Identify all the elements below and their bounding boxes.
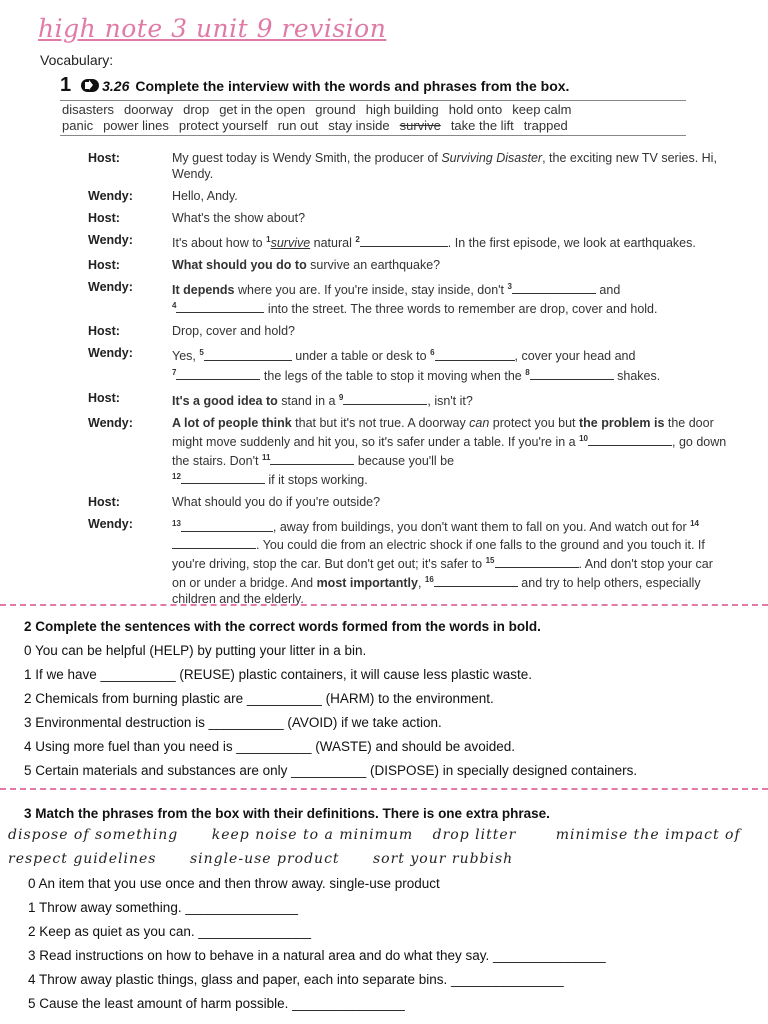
dialog-line — [88, 390, 728, 409]
speaker: Host: — [88, 258, 120, 273]
speaker: Wendy: — [88, 233, 133, 247]
speaker: Wendy: — [88, 415, 133, 430]
word-item: trapped — [523, 118, 568, 133]
speaker: Host: — [88, 151, 120, 165]
word-item: keep calm — [512, 102, 572, 117]
interview-dialog — [88, 150, 728, 613]
dialog-line — [88, 415, 728, 488]
phrase-item: keep noise to a minimum — [211, 827, 414, 843]
definition-item: 0 An item that you use once and then throw away. single-use product — [28, 876, 440, 891]
phrase-item: sort your rubbish — [373, 851, 514, 867]
page-title: high note 3 unit 9 revision — [38, 14, 387, 43]
answer-blank[interactable] — [435, 348, 515, 361]
exercise-1-instruction: Complete the interview with the words and phrases from the box. — [135, 77, 570, 94]
dialog-text: What should you do to survive an earthquake? — [172, 258, 441, 273]
dialog-text: What should you do if you're outside? — [172, 495, 381, 510]
sentence-item: 0 You can be helpful (HELP) by putting your litter in a bin. — [24, 643, 367, 658]
speaker: Host: — [88, 324, 120, 339]
exercise-2 — [24, 618, 764, 786]
word-item-used: survive — [399, 118, 441, 133]
exercise-1-heading — [60, 74, 569, 97]
dialog-line — [88, 150, 728, 182]
dialog-line — [88, 494, 728, 510]
speaker: Wendy: — [88, 346, 133, 361]
word-item: protect yourself — [178, 118, 268, 133]
dialog-text: Drop, cover and hold? — [172, 324, 295, 339]
phrase-item: minimise the impact of — [555, 827, 741, 843]
word-item: hold onto — [448, 102, 503, 117]
definition-list — [28, 875, 606, 1019]
answer-blank[interactable] — [360, 234, 448, 247]
answer-blank[interactable] — [204, 348, 292, 361]
answer-blank[interactable] — [176, 300, 264, 313]
word-item: drop — [183, 102, 210, 117]
sentence-item[interactable]: 3 Environmental destruction is __________ (AVOID) if we take action. — [24, 715, 442, 730]
speaker: Wendy: — [88, 280, 133, 295]
phrase-item: single-use product — [189, 851, 340, 867]
example-answer: survive — [270, 236, 311, 251]
dialog-line — [88, 345, 728, 383]
dialog-line — [88, 188, 728, 204]
vocabulary-label: Vocabulary: — [40, 52, 114, 68]
dialog-text: It depends where you are. If you're inside, stay inside, don't $^3$ and $^4$ into the street. The three words to remember are drop, cover and hold. — [172, 282, 658, 317]
definition-item[interactable]: 1 Throw away something. _______________ — [28, 900, 298, 915]
answer-blank[interactable] — [181, 519, 273, 532]
dialog-text: Yes, $^5$ under a table or desk to $^6$ , cover your head and $^7$ the legs of the table to stop it moving when the $^8$ shakes. — [172, 348, 661, 383]
answer-blank[interactable] — [176, 367, 260, 380]
exercise-2-instruction: 2 Complete the sentences with the correct words formed from the words in bold. — [24, 619, 541, 634]
dialog-line — [88, 516, 728, 606]
phrase-item: respect guidelines — [8, 851, 157, 867]
phrase-box-row-1 — [8, 827, 741, 843]
definition-item[interactable]: 4 Throw away plastic things, glass and paper, each into separate bins. _______________ — [28, 972, 564, 987]
exercise-3 — [8, 805, 764, 1011]
answer-blank[interactable] — [588, 433, 672, 446]
phrase-item: drop litter — [432, 827, 517, 843]
definition-item[interactable]: 5 Cause the least amount of harm possible. _______________ — [28, 996, 405, 1011]
word-box — [60, 100, 686, 136]
sentence-item[interactable]: 5 Certain materials and substances are only __________ (DISPOSE) in specially designed containers. — [24, 763, 638, 778]
answer-blank[interactable] — [270, 452, 354, 465]
section-divider — [0, 604, 768, 606]
speaker: Host: — [88, 211, 120, 225]
dialog-text: It's about how to $^1$survive natural $^2$ . In the first episode, we look at earthquakes. — [172, 235, 696, 251]
sentence-item[interactable]: 2 Chemicals from burning plastic are __________ (HARM) to the environment. — [24, 691, 494, 706]
word-box-row-2 — [60, 118, 686, 134]
speaker: Wendy: — [88, 189, 133, 203]
answer-blank[interactable] — [530, 367, 614, 380]
word-item: run out — [277, 118, 319, 133]
phrase-item: dispose of something — [8, 827, 179, 843]
speaker: Host: — [88, 390, 120, 405]
dialog-line — [88, 279, 728, 317]
dialog-text: A lot of people think that but it's not true. A doorway can protect you but the problem is the door might move suddenly and hit you, so it's safer under a table. If you're in a $^{10}$ , go down the stairs. Don't $^{11}$ because you'll be $^{12}$ if it stops working. — [172, 415, 727, 488]
dialog-text: What's the show about? — [172, 211, 306, 225]
answer-blank[interactable] — [512, 281, 596, 294]
dialog-line — [88, 257, 728, 273]
answer-blank[interactable] — [434, 574, 518, 587]
answer-blank[interactable] — [172, 536, 256, 549]
word-item: high building — [365, 102, 439, 117]
exercise-number: 1 — [60, 74, 72, 96]
phrase-box-row-2 — [8, 851, 513, 867]
speaker: Host: — [88, 495, 120, 510]
dialog-text: $^{13}$ , away from buildings, you don't want them to fall on you. And watch out for $^{14}$. You could die from an electric shock if one falls to the ground and you touch it. If you're driving, stop the car. But don't get out; it's safer to $^{15}$ . And don't stop your car on or under a bridge. And most importantly, $^{16}$ and try to help others, especially children and the elderly. — [172, 519, 713, 606]
audio-icon[interactable] — [81, 79, 99, 92]
dialog-line — [88, 232, 728, 251]
dialog-line — [88, 210, 728, 226]
exercise-3-instruction: 3 Match the phrases from the box with their definitions. There is one extra phrase. — [24, 806, 550, 821]
sentence-item[interactable]: 4 Using more fuel than you need is __________ (WASTE) and should be avoided. — [24, 739, 516, 754]
section-divider — [0, 788, 768, 790]
dialog-text: My guest today is Wendy Smith, the producer of Surviving Disaster, the exciting new TV series. Hi, Wendy. — [172, 151, 717, 181]
answer-blank[interactable] — [343, 392, 427, 405]
speaker: Wendy: — [88, 517, 133, 532]
track-number: 3.26 — [102, 77, 130, 94]
word-item: get in the open — [219, 102, 306, 117]
answer-blank[interactable] — [181, 471, 265, 484]
word-item: disasters — [62, 102, 115, 117]
answer-blank[interactable] — [495, 555, 579, 568]
dialog-text: It's a good idea to stand in a $^9$ , isn't it? — [172, 392, 473, 408]
definition-item[interactable]: 2 Keep as quiet as you can. _______________ — [28, 924, 311, 939]
word-item: doorway — [124, 102, 174, 117]
word-item: power lines — [103, 118, 169, 133]
definition-item[interactable]: 3 Read instructions on how to behave in a natural area and do what they say. _______________ — [28, 948, 606, 963]
word-box-row-1 — [60, 102, 686, 118]
word-item: panic — [62, 118, 94, 133]
dialog-line — [88, 323, 728, 339]
dialog-text: Hello, Andy. — [172, 189, 238, 203]
word-item: ground — [315, 102, 356, 117]
sentence-item[interactable]: 1 If we have __________ (REUSE) plastic containers, it will cause less plastic waste. — [24, 667, 532, 682]
word-item: stay inside — [328, 118, 390, 133]
word-item: take the lift — [450, 118, 514, 133]
